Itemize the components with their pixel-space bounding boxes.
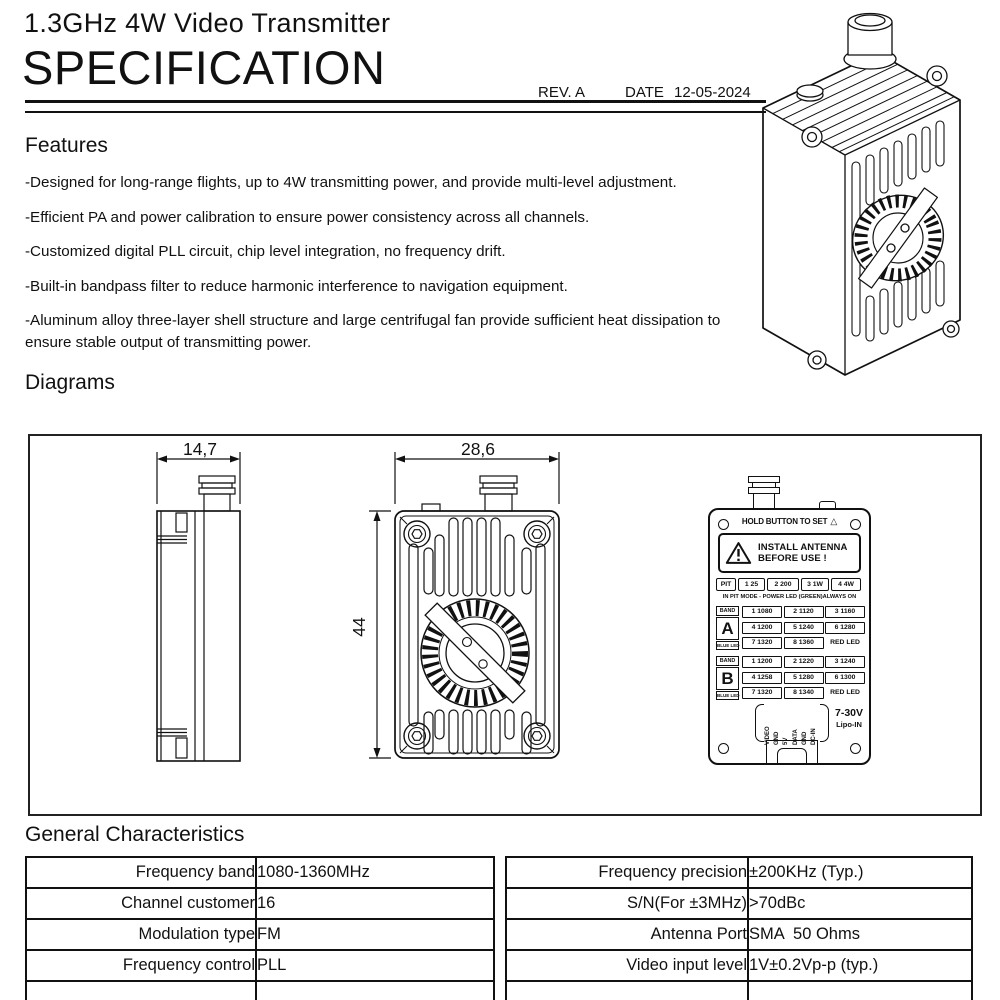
table-row [506, 888, 972, 919]
spec-label: Modulation type [26, 919, 256, 950]
pin-label: DATA [792, 729, 799, 745]
side-body-outline [157, 511, 240, 761]
channel-cell: 7 1320 [742, 637, 782, 649]
feature-item: -Efficient PA and power calibration to ensure power consistency across all channels. [25, 208, 590, 226]
band-label: BAND [716, 606, 739, 616]
power-level: 2 200 [767, 578, 799, 591]
spec-value: FM [256, 919, 494, 950]
triangle-icon: △ [830, 516, 838, 526]
table-row [26, 981, 494, 1000]
pin-label: GND [801, 731, 808, 745]
set-button-front [422, 504, 440, 511]
channel-cell: 5 1280 [784, 672, 824, 684]
general-characteristics-heading: General Characteristics [25, 823, 245, 846]
spec-label: Channel customer [26, 888, 256, 919]
table-row [506, 857, 972, 888]
channel-cell: 1 1200 [742, 656, 782, 668]
channel-cell: 5 1240 [784, 622, 824, 634]
channel-cell: 7 1320 [742, 687, 782, 699]
pin-label: GND [774, 731, 781, 745]
dimension-front-width: 28,6 [460, 439, 496, 459]
side-view-drawing [125, 436, 275, 781]
warning-line1: INSTALL ANTENNA [758, 541, 848, 553]
warning-line2: BEFORE USE ! [758, 553, 827, 564]
spec-label: Frequency precision [506, 857, 748, 888]
pin-label: DC-IN [810, 728, 817, 745]
spec-label [506, 981, 748, 1000]
features-list [25, 172, 733, 366]
features-heading: Features [25, 134, 108, 157]
pin-labels [764, 705, 819, 745]
pin-label: 5V [783, 737, 790, 745]
fan-3d [839, 181, 957, 295]
table-row [506, 981, 972, 1000]
power-input-label: 7-30V Lipo-IN [834, 707, 864, 729]
spec-value [748, 981, 972, 1000]
mounting-hole [850, 743, 861, 754]
feature-item: -Aluminum alloy three-layer shell structure and large centrifugal fan provide sufficient heat dissipation to ensure stable output of transmitting power. [25, 312, 721, 351]
spec-label [26, 981, 256, 1000]
sma-connector-front [480, 476, 517, 511]
feature-item: -Built-in bandpass filter to reduce harmonic interference to navigation equipment. [25, 277, 568, 295]
isometric-device-drawing [748, 6, 996, 388]
spec-value: ±200KHz (Typ.) [748, 857, 972, 888]
band-a-table [716, 606, 868, 650]
dimension-arrows [374, 456, 560, 759]
power-level: PIT [716, 578, 736, 591]
channel-cell: 2 1120 [784, 606, 824, 618]
spec-value: >70dBc [748, 888, 972, 919]
spec-label: Antenna Port [506, 919, 748, 950]
pin-bracket [820, 704, 829, 742]
channel-cell: 2 1220 [784, 656, 824, 668]
table-row [506, 950, 972, 981]
mounting-hole [718, 743, 729, 754]
table-row [26, 950, 494, 981]
red-led-label: RED LED [830, 689, 860, 696]
table-row [506, 919, 972, 950]
diagrams-heading: Diagrams [25, 371, 115, 394]
band-b-table [716, 656, 868, 700]
spec-label: Video input level [506, 950, 748, 981]
power-levels-row [716, 578, 867, 591]
channel-cell: 6 1280 [825, 622, 865, 634]
channel-cell: 4 1200 [742, 622, 782, 634]
antenna-warning-box [718, 533, 861, 573]
general-table-left [25, 856, 495, 1000]
date-label: DATE [625, 84, 664, 101]
spec-value [256, 981, 494, 1000]
spec-value: 16 [256, 888, 494, 919]
power-level: 3 1W [801, 578, 829, 591]
pit-mode-note: IN PIT MODE - POWER LED (GREEN)ALWAYS ON [722, 594, 857, 600]
power-connector-inner [777, 748, 807, 765]
hold-button-instruction: HOLD BUTTON TO SET △ [741, 516, 838, 526]
set-button-3d [797, 85, 823, 101]
pin-label: VIDEO [765, 726, 771, 745]
spec-value: 1V±0.2Vp-p (typ.) [748, 950, 972, 981]
channel-cell: 3 1240 [825, 656, 865, 668]
page-title: SPECIFICATION [22, 41, 386, 94]
channel-cell: 6 1300 [825, 672, 865, 684]
feature-item: -Designed for long-range flights, up to 4W transmitting power, and provide multi-level adjustment. [25, 174, 677, 191]
table-row [26, 919, 494, 950]
blue-led-label: BLUE LED [717, 693, 740, 698]
warning-triangle-icon [725, 541, 752, 565]
spec-value: PLL [256, 950, 494, 981]
red-led-label: RED LED [830, 639, 860, 646]
power-level: 1 25 [738, 578, 765, 591]
diagrams-panel [28, 434, 982, 816]
spec-value: 1080-1360MHz [256, 857, 494, 888]
dimension-side-width: 14,7 [182, 439, 218, 459]
spec-label: Frequency band [26, 857, 256, 888]
product-title: 1.3GHz 4W Video Transmitter [24, 8, 391, 38]
channel-cell: 1 1080 [742, 606, 782, 618]
channel-cell: 3 1160 [825, 606, 865, 618]
band-letter: A [716, 617, 739, 640]
dimension-front-height: 44 [349, 617, 369, 637]
channel-cell: 4 1258 [742, 672, 782, 684]
feature-item: -Customized digital PLL circuit, chip level integration, no frequency drift. [25, 243, 506, 261]
blue-led-label: BLUE LED [717, 643, 740, 648]
spec-value: SMA 50 Ohms [748, 919, 972, 950]
back-panel-drawing [708, 508, 871, 765]
channel-cell: 8 1360 [784, 637, 824, 649]
spec-label: Frequency control [26, 950, 256, 981]
band-label: BAND [716, 656, 739, 666]
date-value: 12-05-2024 [674, 84, 751, 101]
revision-label: REV. A [538, 84, 585, 101]
sma-connector-3d [844, 14, 896, 70]
power-level: 4 4W [831, 578, 861, 591]
table-row [26, 888, 494, 919]
band-letter: B [716, 667, 739, 690]
front-view-drawing [355, 436, 585, 781]
centrifugal-fan [421, 599, 529, 707]
spec-label: S/N(For ±3MHz) [506, 888, 748, 919]
sma-connector-side [199, 476, 235, 511]
table-row [26, 857, 494, 888]
channel-cell: 8 1340 [784, 687, 824, 699]
header-divider [25, 100, 766, 113]
general-table-right [505, 856, 973, 1000]
pin-bracket [755, 704, 764, 742]
